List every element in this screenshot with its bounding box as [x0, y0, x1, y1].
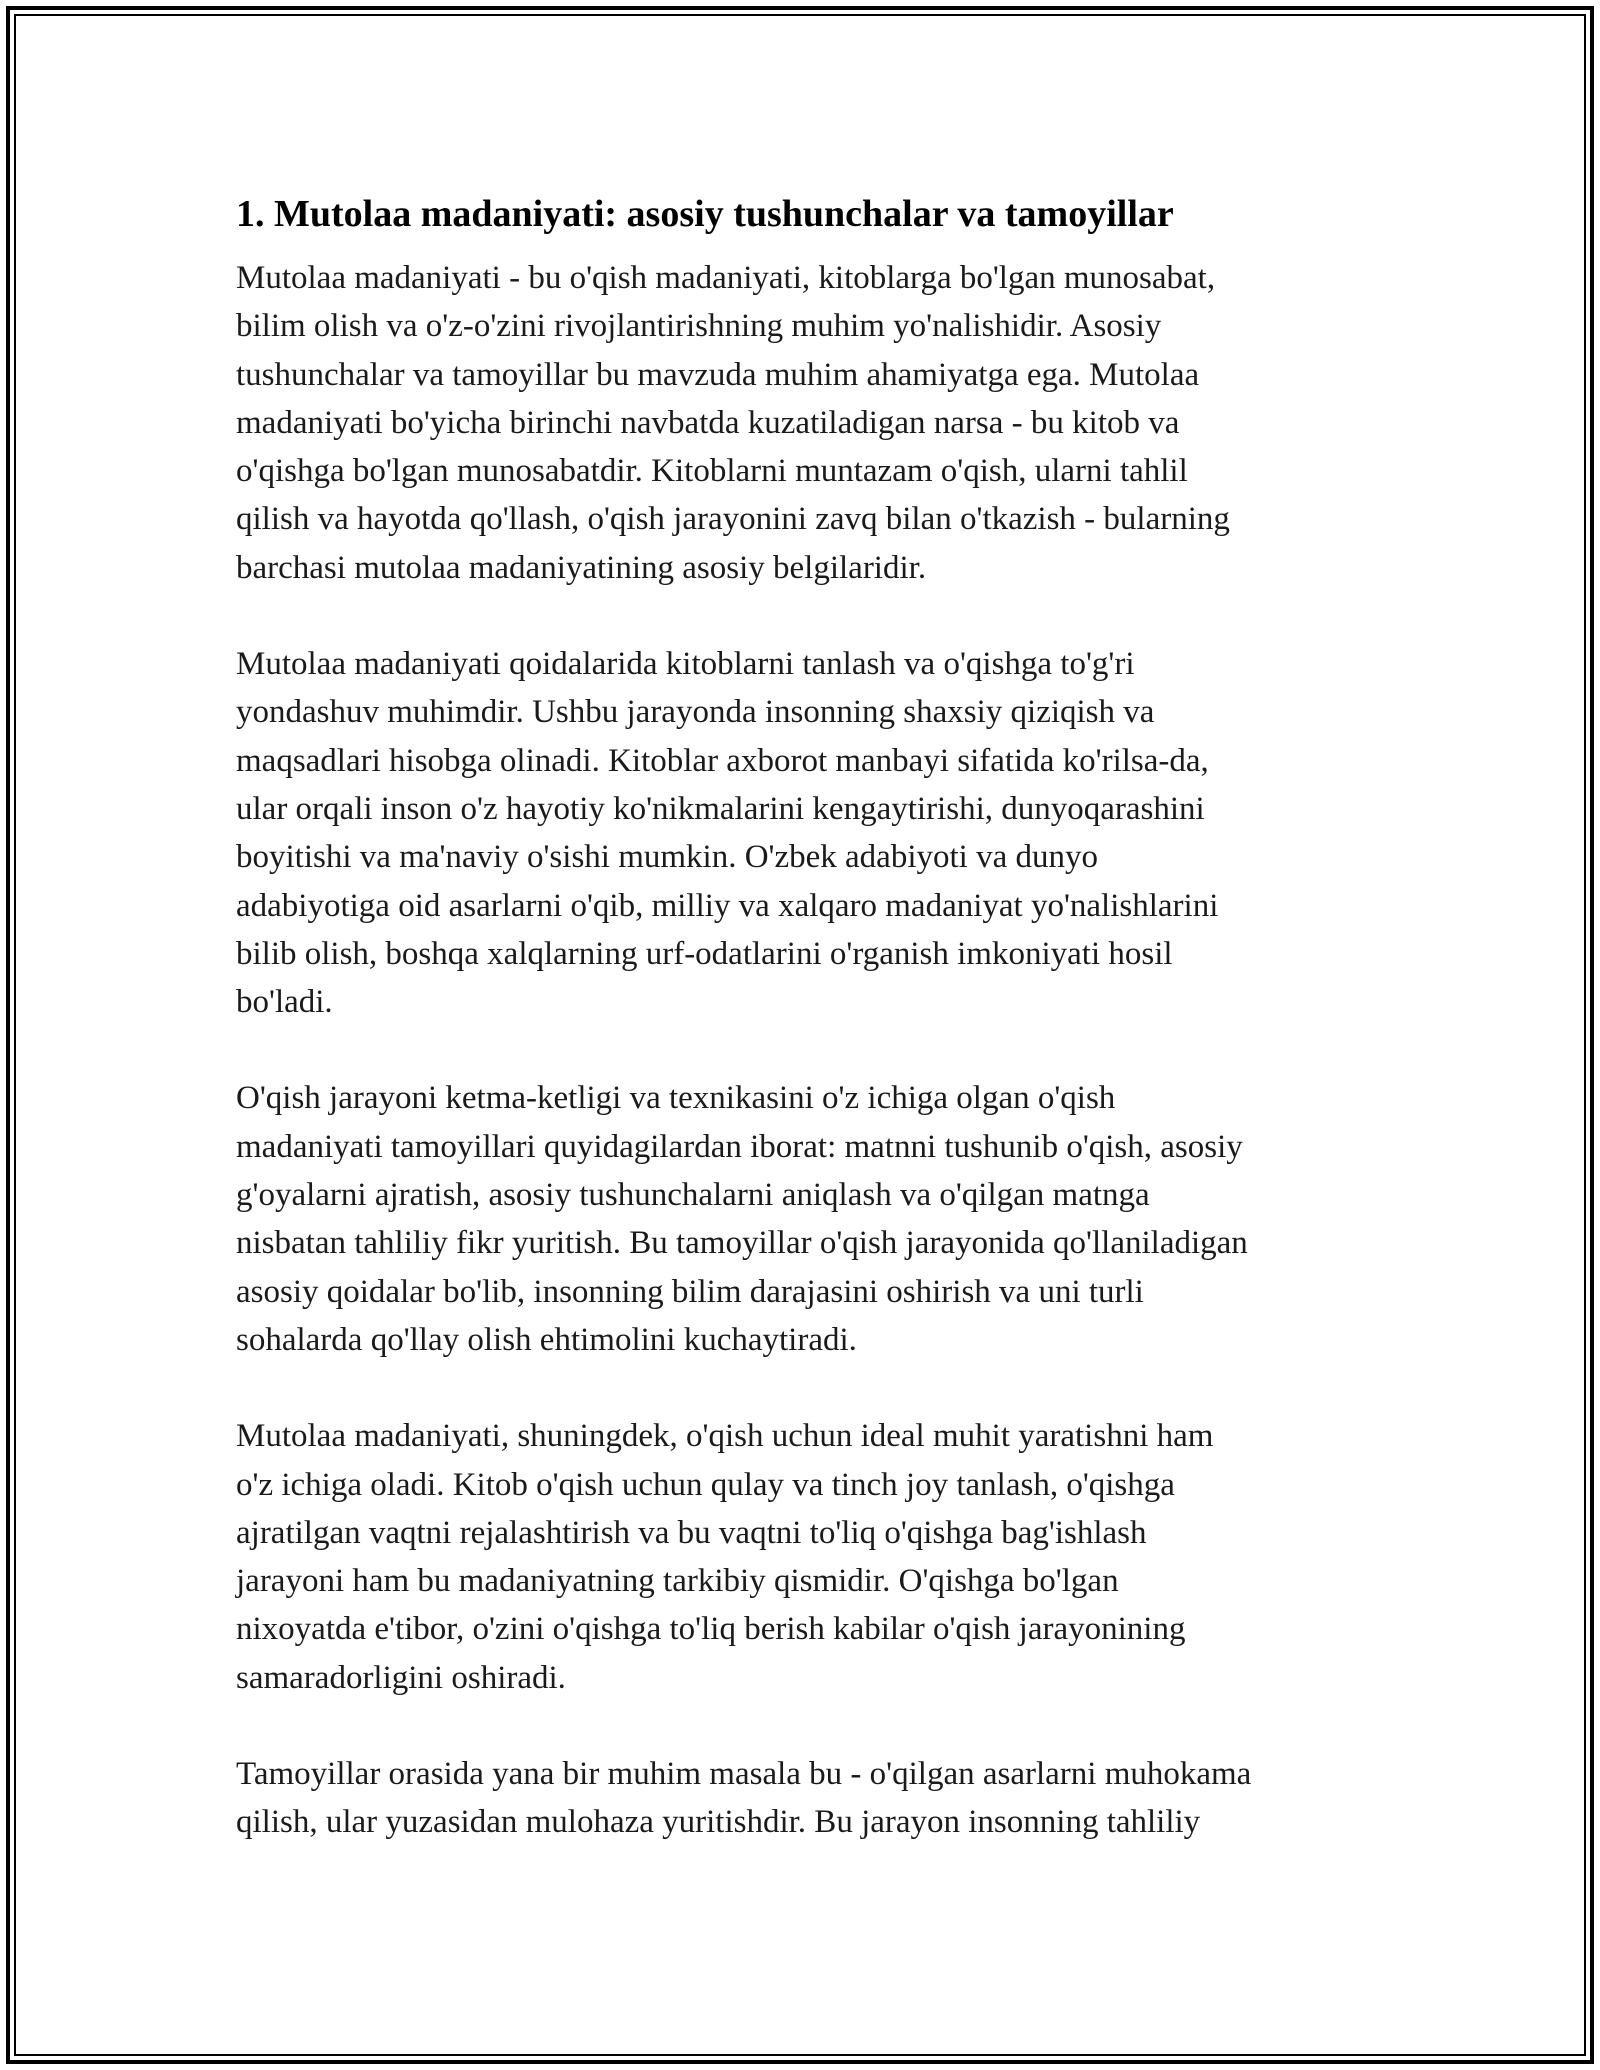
paragraph-line: madaniyati tamoyillari quyidagilardan iborat: matnni tushunib o'qish, asosiy	[236, 1128, 1243, 1165]
paragraph-line: nisbatan tahliliy fikr yuritish. Bu tamoyillar o'qish jarayonida qo'llaniladigan	[236, 1225, 1248, 1262]
paragraph	[236, 1750, 1376, 1847]
paragraph-line: Tamoyillar orasida yana bir muhim masala bu - o'qilgan asarlarni muhokama	[236, 1756, 1252, 1793]
paragraph	[236, 1412, 1376, 1702]
paragraph-line: madaniyati bo'yicha birinchi navbatda kuzatiladigan narsa - bu kitob va	[236, 404, 1180, 441]
paragraph-line: ular orqali inson o'z hayotiy ko'nikmalarini kengaytirishi, dunyoqarashini	[236, 790, 1205, 827]
paragraph-line: qilish, ular yuzasidan mulohaza yuritishdir. Bu jarayon insonning tahliliy	[236, 1804, 1201, 1841]
paragraph-line: maqsadlari hisobga olinadi. Kitoblar axborot manbayi sifatida ko'rilsa-da,	[236, 742, 1209, 779]
section-heading: 1. Mutolaa madaniyati: asosiy tushunchalar va tamoyillar	[236, 193, 1174, 235]
paragraph-line: bilim olish va o'z-o'zini rivojlantirishning muhim yo'nalishidir. Asosiy	[236, 308, 1162, 345]
paragraph-line: tushunchalar va tamoyillar bu mavzuda muhim ahamiyatga ega. Mutolaa	[236, 356, 1200, 393]
paragraph-line: nixoyatda e'tibor, o'zini o'qishga to'liq berish kabilar o'qish jarayonining	[236, 1611, 1186, 1648]
paragraph-line: jarayoni ham bu madaniyatning tarkibiy qismidir. O'qishga bo'lgan	[236, 1563, 1119, 1600]
paragraph-line: asosiy qoidalar bo'lib, insonning bilim darajasini oshirish va uni turli	[236, 1273, 1144, 1310]
paragraph	[236, 254, 1376, 592]
paragraph-line: bilib olish, boshqa xalqlarning urf-odatlarini o'rganish imkoniyati hosil	[236, 935, 1173, 972]
paragraph-line: barchasi mutolaa madaniyatining asosiy belgilaridir.	[236, 549, 927, 586]
paragraph-line: Mutolaa madaniyati, shuningdek, o'qish uchun ideal muhit yaratishni ham	[236, 1418, 1214, 1455]
paragraph-line: o'qishga bo'lgan munosabatdir. Kitoblarni muntazam o'qish, ularni tahlil	[236, 453, 1188, 490]
paragraph-line: samaradorligini oshiradi.	[236, 1659, 566, 1696]
paragraph-line: adabiyotiga oid asarlarni o'qib, milliy va xalqaro madaniyat yo'nalishlarini	[236, 887, 1219, 924]
paragraph-line: g'oyalarni ajratish, asosiy tushunchalarni aniqlash va o'qilgan matnga	[236, 1177, 1150, 1214]
document-body	[236, 188, 1386, 1895]
paragraph-line: o'z ichiga oladi. Kitob o'qish uchun qulay va tinch joy tanlash, o'qishga	[236, 1466, 1175, 1503]
paragraph-line: boyitishi va ma'naviy o'sishi mumkin. O'zbek adabiyoti va dunyo	[236, 839, 1098, 876]
paragraph-line: yondashuv muhimdir. Ushbu jarayonda insonning shaxsiy qiziqish va	[236, 694, 1155, 731]
paragraph-list	[236, 254, 1386, 1847]
paragraph-line: O'qish jarayoni ketma-ketligi va texnikasini o'z ichiga olgan o'qish	[236, 1080, 1116, 1117]
paragraph	[236, 1074, 1376, 1364]
paragraph	[236, 640, 1376, 1026]
paragraph-line: Mutolaa madaniyati - bu o'qish madaniyati, kitoblarga bo'lgan munosabat,	[236, 260, 1216, 296]
paragraph-line: bo'ladi.	[236, 984, 333, 1021]
paragraph-line: sohalarda qo'llay olish ehtimolini kuchaytiradi.	[236, 1321, 857, 1358]
paragraph-line: Mutolaa madaniyati qoidalarida kitoblarni tanlash va o'qishga to'g'ri	[236, 646, 1135, 683]
paragraph-line: ajratilgan vaqtni rejalashtirish va bu vaqtni to'liq o'qishga bag'ishlash	[236, 1514, 1147, 1551]
paragraph-line: qilish va hayotda qo'llash, o'qish jarayonini zavq bilan o'tkazish - bularning	[236, 501, 1230, 538]
